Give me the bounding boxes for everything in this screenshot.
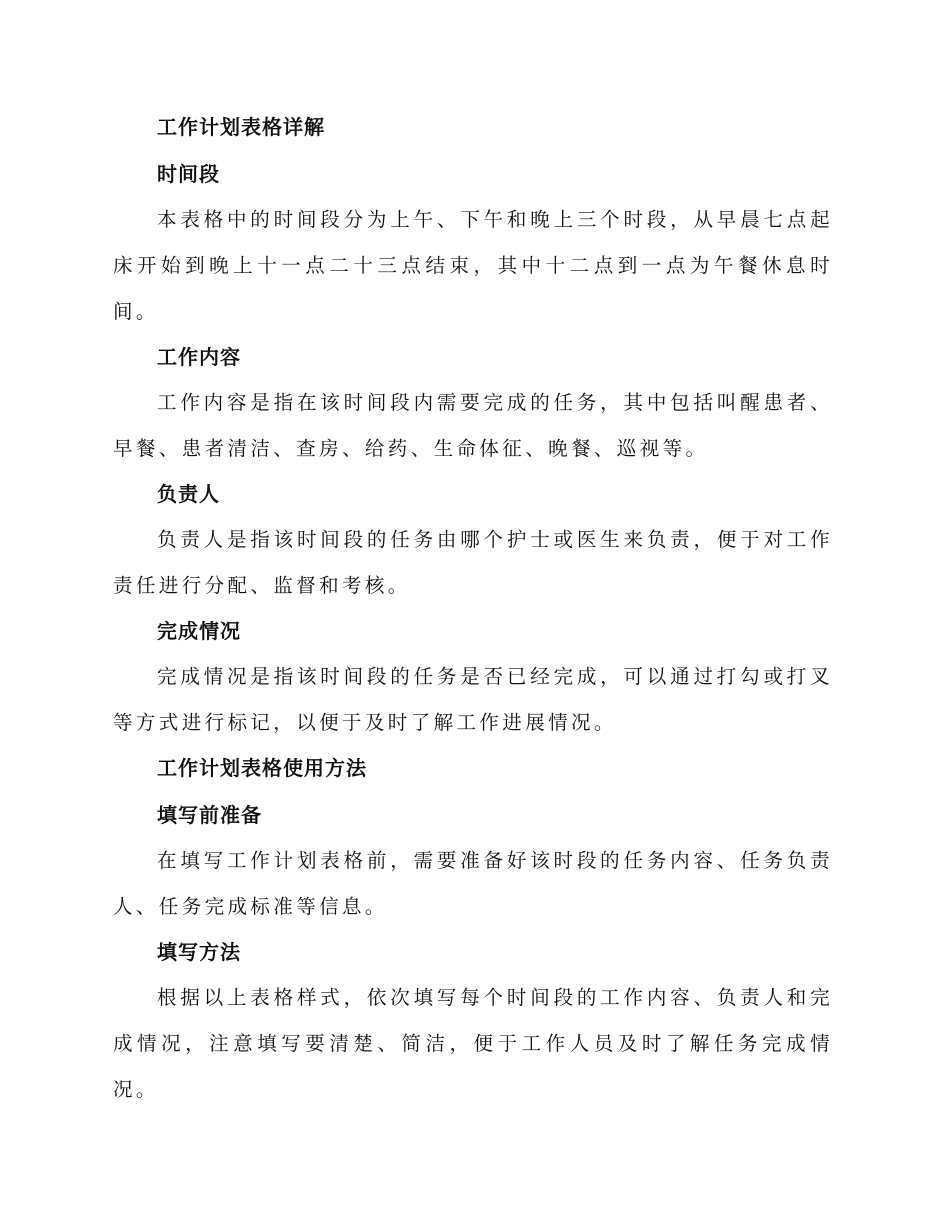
body-paragraph: 工作内容是指在该时间段内需要完成的任务，其中包括叫醒患者、早餐、患者清洁、查房、给药、生命体征、晚餐、巡视等。	[113, 391, 833, 460]
subsection-heading: 时间段	[157, 162, 220, 186]
body-paragraph: 本表格中的时间段分为上午、下午和晚上三个时段，从早晨七点起床开始到晚上十一点二十三点结束，其中十二点到一点为午餐休息时间。	[113, 208, 833, 323]
subsection-heading: 填写前准备	[157, 803, 262, 827]
body-paragraph: 在填写工作计划表格前，需要准备好该时段的任务内容、任务负责人、任务完成标准等信息。	[113, 849, 833, 918]
subsection-heading: 负责人	[157, 482, 220, 506]
section-heading: 工作计划表格详解	[157, 115, 325, 139]
body-paragraph: 负责人是指该时间段的任务由哪个护士或医生来负责，便于对工作责任进行分配、监督和考核。	[113, 528, 833, 597]
subsection-heading: 填写方法	[157, 940, 241, 964]
section-heading: 工作计划表格使用方法	[157, 756, 367, 780]
body-paragraph: 根据以上表格样式，依次填写每个时间段的工作内容、负责人和完成情况，注意填写要清楚、简洁，便于工作人员及时了解任务完成情况。	[113, 986, 833, 1101]
document-body	[113, 111, 833, 1119]
body-paragraph: 完成情况是指该时间段的任务是否已经完成，可以通过打勾或打叉等方式进行标记，以便于及时了解工作进展情况。	[113, 665, 833, 734]
subsection-heading: 完成情况	[157, 619, 241, 643]
subsection-heading: 工作内容	[157, 345, 241, 369]
